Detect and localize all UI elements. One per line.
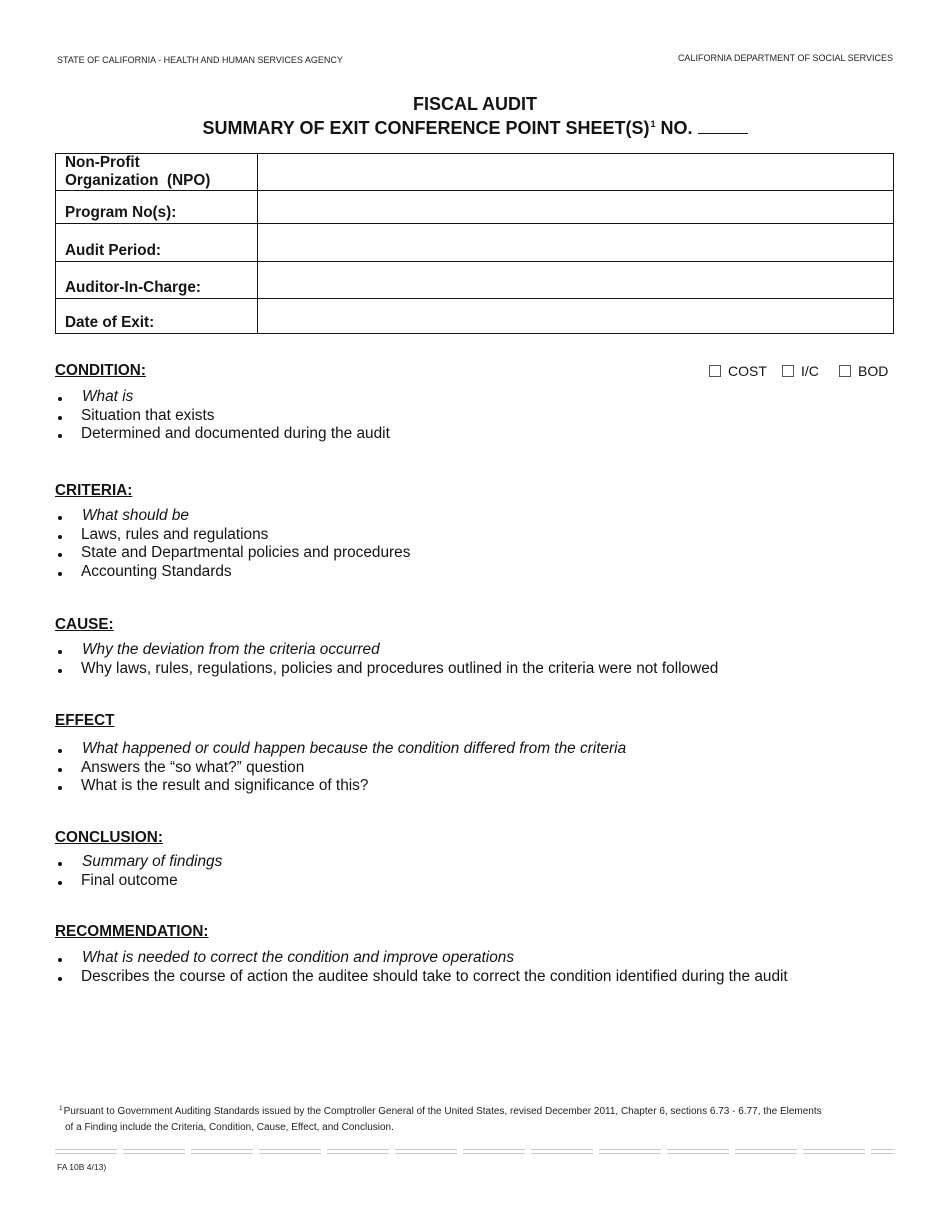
- form-subtitle: [0, 117, 950, 139]
- ic-checkbox[interactable]: [782, 365, 794, 377]
- criteria-point: Accounting Standards: [81, 562, 232, 580]
- info-row-program: [56, 190, 893, 223]
- list-item: [55, 660, 718, 679]
- info-label-line: Audit Period:: [65, 242, 162, 259]
- condition-question: What is: [82, 388, 134, 405]
- department-name: CALIFORNIA DEPARTMENT OF SOCIAL SERVICES: [677, 53, 893, 63]
- bullet-icon: [58, 669, 62, 673]
- criteria-list: [55, 507, 410, 581]
- list-item: [55, 388, 390, 407]
- effect-list: [55, 740, 626, 796]
- cause-question: Why the deviation from the criteria occurred: [82, 641, 380, 658]
- agency-name: STATE OF CALIFORNIA - HEALTH AND HUMAN SERVICES AGENCY: [57, 55, 343, 65]
- condition-list: [55, 388, 390, 444]
- audit-info-table: [55, 153, 894, 334]
- exit-date-input[interactable]: [258, 299, 893, 333]
- criteria-heading: CRITERIA:: [55, 482, 133, 499]
- npo-name-input[interactable]: [258, 154, 893, 190]
- conclusion-heading: CONCLUSION:: [55, 829, 163, 846]
- footnote-reference: 1: [650, 119, 656, 129]
- list-item: [55, 872, 222, 891]
- list-item: [55, 759, 626, 778]
- audit-period-input[interactable]: [258, 224, 893, 261]
- bullet-icon: [58, 958, 62, 962]
- footnote-line: [65, 1120, 394, 1136]
- ic-option-label: I/C: [801, 363, 819, 379]
- list-item: [55, 777, 626, 796]
- cause-point: Why laws, rules, regulations, policies and procedures outlined in the criteria were not followed: [81, 659, 719, 677]
- ic-option[interactable]: [782, 362, 819, 380]
- bullet-icon: [58, 434, 62, 438]
- program-numbers-input[interactable]: [258, 191, 893, 223]
- effect-point: What is the result and significance of this?: [81, 777, 369, 794]
- bod-option-label: BOD: [858, 363, 889, 379]
- info-row-audit-period: [56, 223, 893, 261]
- info-label-line: Date of Exit:: [65, 314, 155, 331]
- recommendation-heading: RECOMMENDATION:: [55, 923, 209, 940]
- cost-option[interactable]: [709, 362, 767, 380]
- list-item: [55, 563, 410, 582]
- info-value-cell: [258, 154, 893, 190]
- cost-checkbox[interactable]: [709, 365, 721, 377]
- list-item: [55, 544, 410, 563]
- recommendation-point: Describes the course of action the auditee should take to correct the condition identified during the audit: [81, 967, 788, 985]
- condition-point: Determined and documented during the audit: [81, 425, 390, 442]
- bullet-icon: [58, 881, 62, 885]
- cost-option-label: COST: [728, 363, 767, 379]
- list-item: [55, 641, 718, 660]
- bod-option[interactable]: [839, 362, 888, 380]
- cause-heading: CAUSE:: [55, 616, 114, 633]
- list-item: [55, 507, 410, 526]
- info-label-auditor: [56, 262, 258, 298]
- sheet-number-field[interactable]: [698, 119, 748, 134]
- bullet-icon: [58, 650, 62, 654]
- bullet-icon: [58, 572, 62, 576]
- bullet-icon: [58, 786, 62, 790]
- bullet-icon: [58, 862, 62, 866]
- criteria-point: Laws, rules and regulations: [81, 525, 269, 543]
- condition-heading: CONDITION:: [55, 362, 146, 379]
- info-value-cell: [258, 191, 893, 223]
- list-item: [55, 968, 788, 987]
- conclusion-point: Final outcome: [81, 871, 178, 889]
- info-label-npo: [56, 154, 258, 190]
- subtitle-text: SUMMARY OF EXIT CONFERENCE POINT SHEET(S): [202, 118, 650, 138]
- footnote-text: Pursuant to Government Auditing Standards issued by the Comptroller General of the United States, revised December 2011, Chapter 6, sections 6.73 - 6.77, the Elements: [63, 1106, 822, 1117]
- effect-heading: EFFECT: [55, 712, 115, 729]
- recommendation-question: What is needed to correct the condition and improve operations: [82, 949, 515, 966]
- effect-point: Answers the “so what?” question: [81, 758, 305, 776]
- info-label-line: Organization (NPO): [65, 172, 211, 189]
- form-title: FISCAL AUDIT: [413, 94, 537, 114]
- cause-list: [55, 641, 718, 678]
- effect-question: What happened or could happen because the condition differed from the criteria: [82, 740, 627, 757]
- condition-point: Situation that exists: [81, 406, 215, 424]
- criteria-question: What should be: [82, 507, 189, 524]
- auditor-in-charge-input[interactable]: [258, 262, 893, 298]
- footer-rule: [55, 1153, 894, 1154]
- info-label-line: Auditor-In-Charge:: [65, 279, 201, 296]
- info-row-exit-date: [56, 298, 893, 333]
- form-number: FA 10B 4/13): [57, 1162, 107, 1172]
- sheet-number-label: NO.: [660, 118, 693, 138]
- info-label-line: Non-Profit: [65, 154, 140, 171]
- info-label-line: Program No(s):: [65, 204, 177, 221]
- info-value-cell: [258, 299, 893, 333]
- info-row-auditor: [56, 261, 893, 298]
- list-item: [55, 425, 390, 444]
- footnote-line: [59, 1104, 822, 1120]
- criteria-point: State and Departmental policies and procedures: [81, 544, 411, 561]
- bullet-icon: [58, 768, 62, 772]
- bullet-icon: [58, 977, 62, 981]
- footer-rule: [55, 1149, 894, 1150]
- list-item: [55, 740, 626, 759]
- footnote-mark: 1: [59, 1105, 63, 1112]
- info-row-npo: [56, 154, 893, 190]
- bullet-icon: [58, 397, 62, 401]
- bod-checkbox[interactable]: [839, 365, 851, 377]
- bullet-icon: [58, 553, 62, 557]
- bullet-icon: [58, 516, 62, 520]
- bullet-icon: [58, 535, 62, 539]
- list-item: [55, 949, 788, 968]
- info-label-exit-date: [56, 299, 258, 333]
- info-label-program: [56, 191, 258, 223]
- conclusion-list: [55, 853, 222, 890]
- list-item: [55, 407, 390, 426]
- info-label-audit-period: [56, 224, 258, 261]
- bullet-icon: [58, 749, 62, 753]
- list-item: [55, 526, 410, 545]
- recommendation-list: [55, 949, 788, 986]
- footnote-text: of a Finding include the Criteria, Condition, Cause, Effect, and Conclusion.: [65, 1122, 394, 1133]
- info-value-cell: [258, 224, 893, 261]
- bullet-icon: [58, 416, 62, 420]
- info-value-cell: [258, 262, 893, 298]
- conclusion-question: Summary of findings: [82, 853, 223, 870]
- list-item: [55, 853, 222, 872]
